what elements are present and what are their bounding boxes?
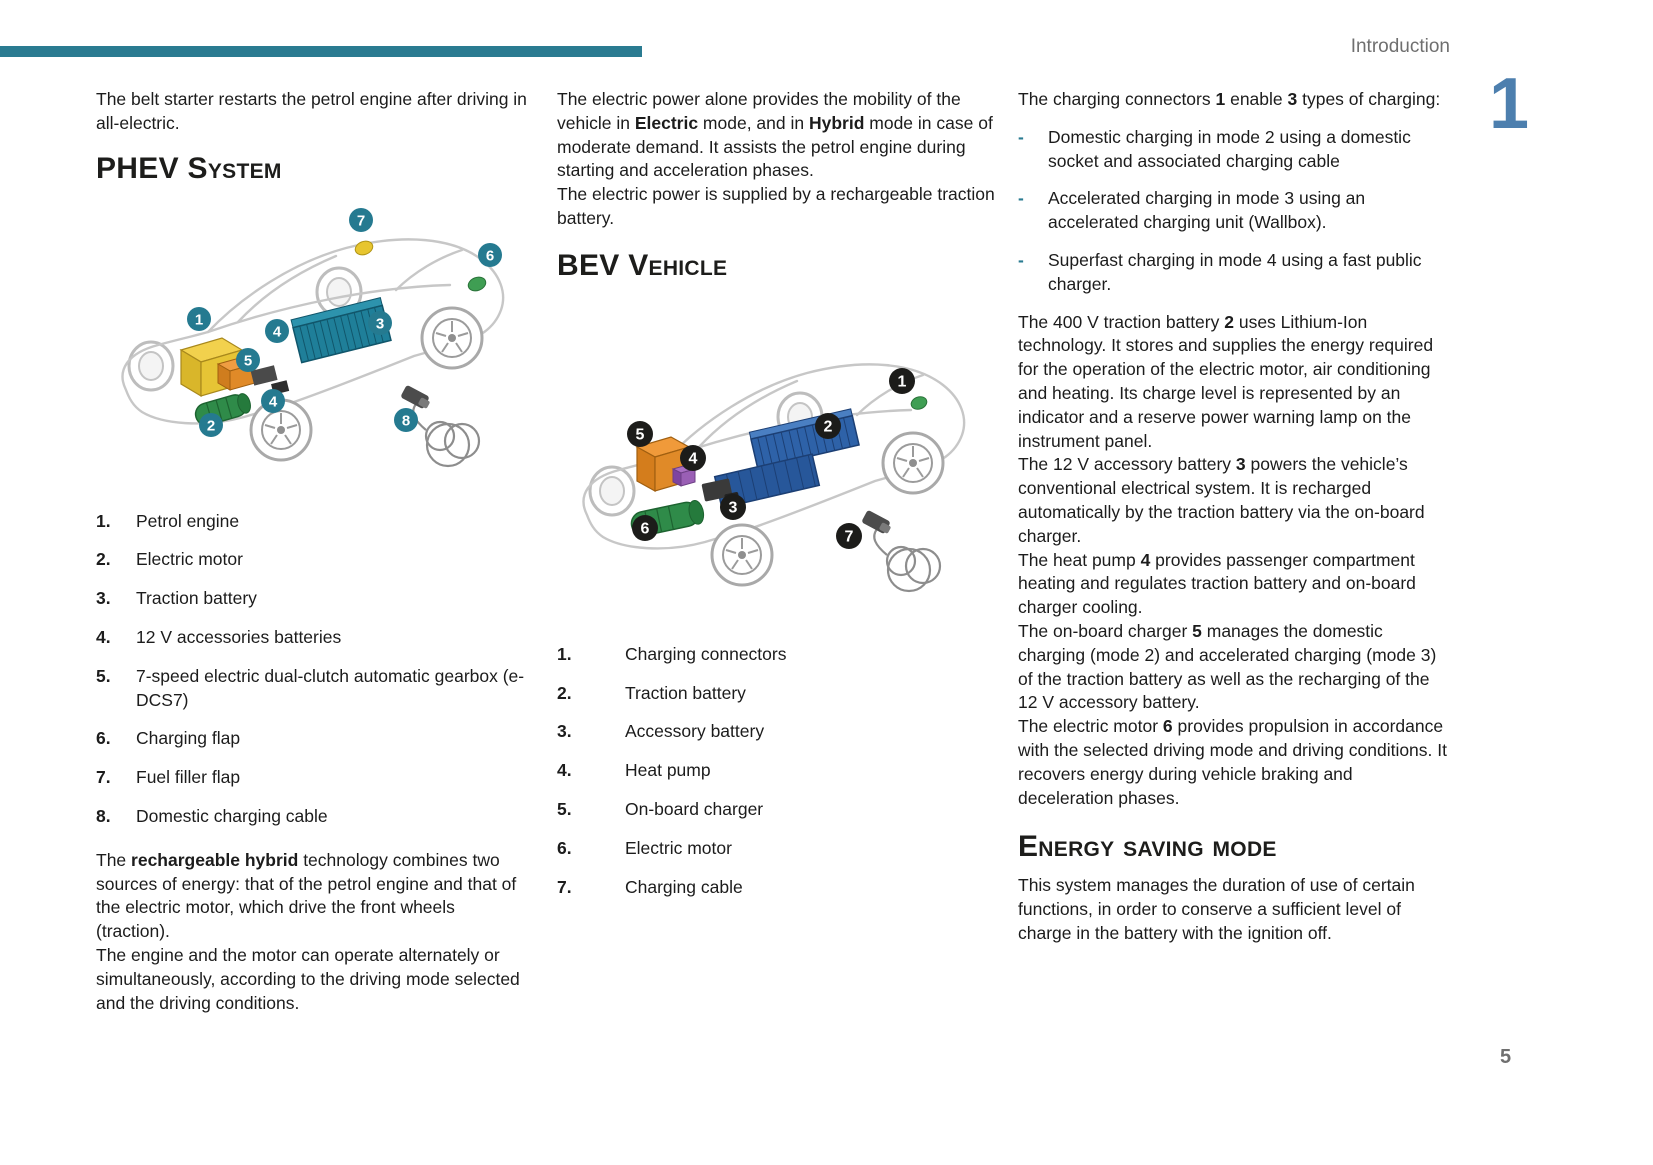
list-item [557,643,995,667]
item-text: Fuel filler flap [136,767,241,788]
item-text: 12 V accessories batteries [136,626,342,647]
bullet-text: Superfast charging in mode 4 using a fast public charger. [1048,249,1422,294]
charging-flap-illustration [466,274,487,292]
charging-intro-paragraph: The charging connectors 1 enable 3 types of charging: [1018,89,1441,109]
bev-callout-3 [720,494,746,520]
phev-description [96,849,530,1016]
phev-component-list [96,510,530,829]
item-text: Accessory battery [625,721,765,742]
item-number: 4. [557,760,572,781]
item-text: Charging connectors [625,643,787,664]
phev-intro-paragraph: The belt starter restarts the petrol engine after driving in all-electric. [96,89,527,133]
svg-text:8: 8 [401,412,411,430]
bev-intro-paragraph: The electric power is supplied by a rechargeable traction battery. [557,184,995,228]
list-item [96,626,530,650]
column-bev [557,88,995,919]
traction-battery-paragraph: The 400 V traction battery 2 uses Lithium-Ion technology. It stores and supplies the energy required for the operation of the electric motor, air conditioning and heating. Its charge level is represented by an indicator and a reserve power warning lamp on the instrument panel. [1018,311,1434,451]
item-text: 7-speed electric dual-clutch automatic gearbox (e-DCS7) [136,665,525,710]
phev-callout-6 [478,243,502,267]
list-item [557,876,995,900]
phev-callout-8 [394,408,418,432]
dash-marker: - [1018,249,1024,270]
item-text: On-board charger [625,798,764,819]
phev-callout-4b [261,389,285,413]
bev-callout-1 [889,368,915,394]
electric-motor-paragraph: The electric motor 6 provides propulsion in accordance with the selected driving mode and driving conditions. It recovers energy during vehicle braking and deceleration phases. [1018,716,1447,808]
phev-outro-paragraph: The engine and the motor can operate alternately or simultaneously, according to the driving mode selected and the driving conditions. [96,944,520,1013]
dash-marker: - [1018,188,1024,209]
phev-callout-3 [368,311,392,335]
svg-text:1: 1 [194,311,204,329]
onboard-charger-paragraph: The on-board charger 5 manages the domestic charging (mode 2) and accelerated charging (mode 3) of the traction battery as well as the recharging of the 12 V accessory battery. [1018,620,1437,713]
bev-diagram [557,323,987,613]
phev-callout-1 [187,307,211,331]
svg-text:2: 2 [206,417,216,435]
column-charging [1018,88,1450,946]
svg-text:6: 6 [485,247,495,265]
item-number: 5. [96,665,111,686]
heat-pump-paragraph: The heat pump 4 provides passenger compartment heating and regulates traction battery and on-board charger cooling. [1018,549,1416,618]
svg-text:5: 5 [635,426,645,444]
svg-text:5: 5 [243,352,253,370]
column-phev [96,88,530,1015]
bev-callout-5 [627,421,653,447]
item-number: 3. [96,588,111,609]
page-number: 5 [1500,1046,1512,1068]
list-item [96,665,530,713]
item-number: 6. [96,728,111,749]
svg-text:3: 3 [728,499,738,517]
energy-saving-heading: Energy saving mode [1018,830,1277,864]
item-text: Charging cable [625,876,743,897]
list-item [96,727,530,751]
svg-text:2: 2 [823,418,833,436]
item-number: 2. [557,682,572,703]
section-header: Introduction [1350,36,1450,57]
phev-callout-2 [199,413,223,437]
phev-callout-7 [349,208,373,232]
dash-marker: - [1018,126,1024,147]
item-number: 2. [96,549,111,570]
charging-modes-list [1018,126,1450,297]
item-text: Heat pump [625,760,711,781]
svg-text:7: 7 [844,528,854,546]
list-item [96,805,530,829]
accent-bar [0,46,642,57]
svg-text:7: 7 [356,212,366,230]
bullet-item [1018,249,1450,297]
svg-text:6: 6 [640,520,650,538]
item-text: Electric motor [625,837,732,858]
list-item [96,587,530,611]
list-item [96,548,530,572]
item-number: 8. [96,805,111,826]
svg-text:4: 4 [688,450,698,468]
item-number: 3. [557,721,572,742]
item-text: Traction battery [136,588,257,609]
bullet-item [1018,187,1450,235]
list-item [557,682,995,706]
svg-text:1: 1 [897,373,907,391]
bev-heading: BEV Vehicle [557,248,728,282]
list-item [96,766,530,790]
item-text: Petrol engine [136,510,240,531]
bev-callout-7 [836,523,862,549]
phev-outro-paragraph: The rechargeable hybrid technology combines two sources of energy: that of the petrol engine and that of the electric motor, which drive the front wheels (traction). [96,849,517,942]
bev-component-list [557,643,995,900]
phev-diagram [96,198,526,488]
item-number: 1. [557,643,572,664]
phev-heading: PHEV System [96,151,282,185]
charging-connector-illustration [909,394,928,411]
item-text: Domestic charging cable [136,805,328,826]
item-number: 5. [557,798,572,819]
components-description [1018,311,1450,811]
bullet-text: Accelerated charging in mode 3 using an accelerated charging unit (Wallbox). [1048,188,1366,233]
item-text: Charging flap [136,728,241,749]
item-number: 6. [557,837,572,858]
svg-text:4: 4 [272,323,282,341]
bev-intro-paragraph: The electric power alone provides the mobility of the vehicle in Electric mode, and in Hybrid mode in case of moderate demand. It assists the petrol engine during starting and acceleration phases. [557,89,993,181]
energy-saving-paragraph: This system manages the duration of use of certain functions, in order to conserve a sufficient level of charge in the battery with the ignition off. [1018,875,1415,943]
item-number: 1. [96,510,111,531]
bullet-text: Domestic charging in mode 2 using a domestic socket and associated charging cable [1048,126,1411,171]
accessory-battery-paragraph: The 12 V accessory battery 3 powers the vehicle’s conventional electrical system. It is recharged automatically by the traction battery via the on-board charger. [1018,454,1425,546]
bullet-item [1018,126,1450,174]
item-number: 7. [96,767,111,788]
item-text: Traction battery [625,682,746,703]
item-number: 7. [557,876,572,897]
near-wheels [712,433,943,585]
phev-callout-4a [265,319,289,343]
bev-callout-6 [632,515,658,541]
chapter-number: 1 [1489,64,1530,144]
charging-cable-illustration [861,509,940,590]
list-item [557,720,995,744]
phev-callout-5 [236,348,260,372]
list-item [557,837,995,861]
bev-callout-2 [815,413,841,439]
item-number: 4. [96,626,111,647]
svg-text:4: 4 [268,393,278,411]
list-item [557,759,995,783]
list-item [96,510,530,534]
bev-callout-4 [680,445,706,471]
list-item [557,798,995,822]
item-text: Electric motor [136,549,243,570]
svg-text:3: 3 [375,315,385,333]
